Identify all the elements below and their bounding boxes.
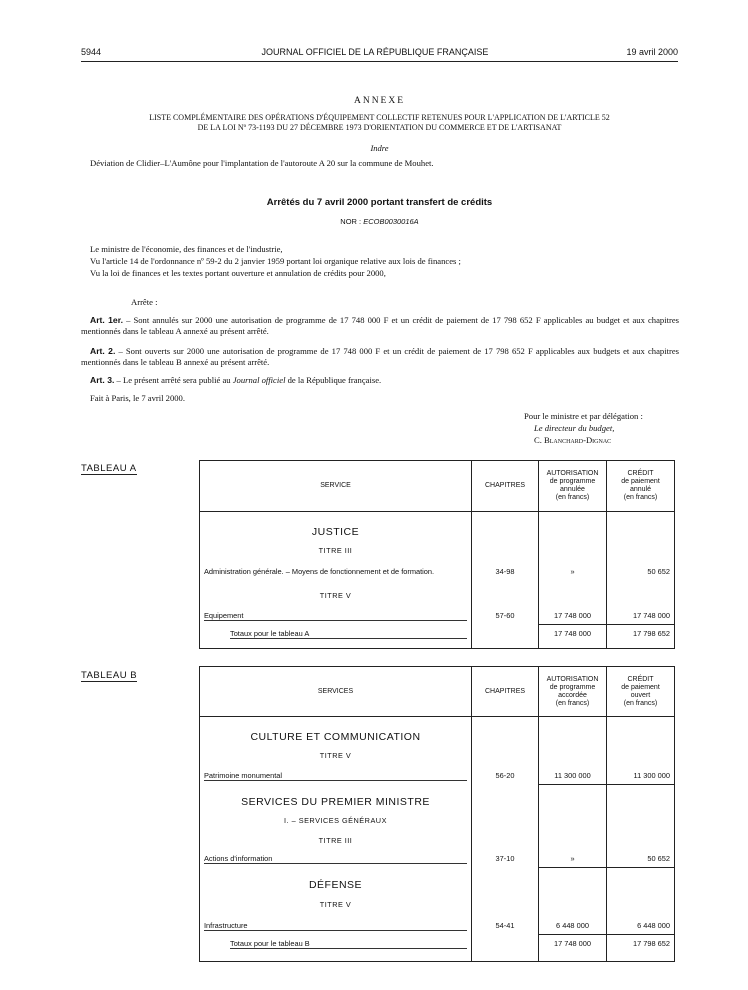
tableau-a-credit-line-1: CRÉDIT xyxy=(627,470,654,477)
tableau-b-rule-a1 xyxy=(539,784,606,785)
article-3-text-after: de la République française. xyxy=(285,375,382,385)
article-3-text-before: – Le présent arrêté sera publié au xyxy=(114,375,233,385)
tableau-a-header-credit xyxy=(607,461,675,512)
annexe-title: ANNEXE xyxy=(353,96,406,106)
tableau-b-row2-autorisation: » xyxy=(570,854,575,863)
arrete-label: Arrête : xyxy=(131,297,158,307)
tableau-b-autorisation-line-3: accordée xyxy=(558,691,587,699)
done-at: Fait à Paris, le 7 avril 2000. xyxy=(90,393,185,403)
tableau-a-titre-iii: TITRE III xyxy=(318,546,353,555)
tableau-b-row3-chapitre: 54-41 xyxy=(495,921,515,930)
tableau-a-autorisation-line-2: de programme xyxy=(549,478,596,485)
preamble-3: Vu la loi de finances et les textes portant ouverture et annulation de crédits pour 2000, xyxy=(90,268,386,278)
tableau-b-row2-chapitre: 37-10 xyxy=(495,854,515,863)
tableau-b-credit-line-4: (en francs) xyxy=(623,699,658,707)
tableau-a-row2-chapitre: 57-60 xyxy=(495,611,515,620)
tableau-b-header-autorisation xyxy=(539,667,607,717)
tableau-a-rule-credit xyxy=(607,624,674,625)
tableau-a-row2-autorisation: 17 748 000 xyxy=(554,611,591,620)
tableau-b-total-text: Totaux pour le tableau B xyxy=(230,939,310,948)
tableau-a-credit-line-4: (en francs) xyxy=(623,494,658,501)
preamble-2: Vu l'article 14 de l'ordonnance nº 59-2 du 2 janvier 1959 portant loi organique relative aux lois de finances ; xyxy=(90,256,461,266)
tableau-b-header-chapitres: CHAPITRES xyxy=(472,667,539,717)
article-2-label: Art. 2. xyxy=(90,346,116,356)
preamble-1: Le ministre de l'économie, des finances et de l'industrie, xyxy=(90,244,283,254)
tableau-b-credit-line-3: ouvert xyxy=(630,691,651,699)
tableau-a-autorisation-line-1: AUTORISATION xyxy=(546,470,599,477)
article-2-text: – Sont ouverts sur 2000 une autorisation de programme de 17 748 000 F et un crédit de paiement de 17 798 652 F applicables aux budgets et aux chapitres mentionnés dans le tableau B annexé au présent arrêté. xyxy=(81,346,679,367)
tableau-b-row1-chapitre: 56-20 xyxy=(495,771,515,780)
department-name: Indre xyxy=(370,143,389,153)
tableau-a-autorisation-line-3: annulée xyxy=(560,486,585,493)
tableau-b-rule-a3 xyxy=(539,934,606,935)
annexe-item: Déviation de Clidier–L'Aumône pour l'implantation de l'autoroute A 20 sur la commune de Mouhet. xyxy=(90,158,434,168)
tableau-b-rule-c1 xyxy=(607,784,674,785)
signature-line-2: Le directeur du budget, xyxy=(534,423,615,433)
issue-date: 19 avril 2000 xyxy=(626,47,678,57)
tableau-a-rule-autorisation xyxy=(539,624,606,625)
tableau-a-row1-autorisation: » xyxy=(570,567,575,576)
article-3-label: Art. 3. xyxy=(90,375,115,385)
tableau-b-autorisation-line-2: de programme xyxy=(549,683,596,691)
nor-reference xyxy=(81,217,678,226)
tableau-b-autorisation-line-4: (en francs) xyxy=(555,699,590,707)
tableau-b-defense-titre: TITRE V xyxy=(319,900,352,909)
tableau-b-section-culture: CULTURE ET COMMUNICATION xyxy=(250,731,421,743)
tableau-a-section-justice: JUSTICE xyxy=(311,526,360,538)
tableau-b-row2-label xyxy=(204,854,467,864)
tableau-b-culture-titre: TITRE V xyxy=(319,751,352,760)
tableau-b-rule-c2 xyxy=(607,867,674,868)
article-1-text: – Sont annulés sur 2000 une autorisation de programme de 17 748 000 F et un crédit de paiement de 17 798 652 F applicables au budget et aux chapitres mentionnés dans le tableau A annexé au présent arrêté. xyxy=(81,315,679,336)
tableau-b-total-credit: 17 798 652 xyxy=(633,939,670,948)
tableau-a-row1-chapitre: 34-98 xyxy=(495,567,515,576)
tableau-b-credit-line-1: CRÉDIT xyxy=(627,675,654,683)
tableau-a-row2-text: Equipement xyxy=(204,611,244,620)
tableau-b-tag: TABLEAU B xyxy=(81,670,138,681)
article-2 xyxy=(81,346,679,368)
tableau-b-rule-c3 xyxy=(607,934,674,935)
decree-title: Arrêtés du 7 avril 2000 portant transfert de crédits xyxy=(266,197,493,208)
tableau-b-total-label xyxy=(230,939,467,949)
tableau-b-row3-credit: 6 448 000 xyxy=(637,921,670,930)
signature-line-3: C. Blanchard-Dignac xyxy=(534,435,612,445)
nor-label: NOR : xyxy=(340,217,362,226)
tableau-b-row2-credit: 50 652 xyxy=(647,854,670,863)
tableau-a-autorisation-line-4: (en francs) xyxy=(555,494,590,501)
tableau-b-credit-line-2: de paiement xyxy=(621,683,660,691)
journal-title: JOURNAL OFFICIEL DE LA RÉPUBLIQUE FRANÇAISE xyxy=(261,47,489,57)
tableau-b-services-generaux: I. – SERVICES GÉNÉRAUX xyxy=(284,816,387,825)
annexe-subtitle-2: DE LA LOI Nº 73-1193 DU 27 DÉCEMBRE 1973 D'ORIENTATION DU COMMERCE ET DE L'ARTISANAT xyxy=(197,123,562,132)
tableau-a-row1-label: Administration générale. – Moyens de fonctionnement et de formation. xyxy=(204,567,435,576)
tableau-b xyxy=(199,666,675,962)
tableau-a-header-autorisation xyxy=(539,461,607,512)
tableau-a-header-service: SERVICE xyxy=(200,461,472,512)
annexe-subtitle-1: LISTE COMPLÉMENTAIRE DES OPÉRATIONS D'ÉQUIPEMENT COLLECTIF RETENUES POUR L'APPLICATION DE L'ARTICLE 52 xyxy=(149,113,610,122)
tableau-a-total-autorisation: 17 748 000 xyxy=(554,629,591,638)
tableau-a-total-text: Totaux pour le tableau A xyxy=(230,629,310,638)
tableau-b-total-autorisation: 17 748 000 xyxy=(554,939,591,948)
tableau-b-section-defense: DÉFENSE xyxy=(308,879,363,891)
tableau-b-header-service: SERVICES xyxy=(200,667,472,717)
tableau-a-row2-credit: 17 748 000 xyxy=(633,611,670,620)
article-3-journal: Journal officiel xyxy=(232,375,286,385)
tableau-a-row2-label xyxy=(204,611,467,621)
tableau-b-autorisation-line-1: AUTORISATION xyxy=(546,675,599,683)
tableau-b-header-credit xyxy=(607,667,675,717)
tableau-a-titre-v: TITRE V xyxy=(319,591,352,600)
tableau-b-row1-label xyxy=(204,771,467,781)
tableau-a-credit-line-3: annulé xyxy=(629,486,652,493)
tableau-a-total-credit: 17 798 652 xyxy=(633,629,670,638)
article-3 xyxy=(90,375,381,386)
header-rule xyxy=(81,61,678,62)
tableau-b-section-premier-ministre: SERVICES DU PREMIER MINISTRE xyxy=(241,796,430,808)
nor-code: ECOB0030016A xyxy=(363,217,419,226)
tableau-b-row2-text: Actions d'information xyxy=(204,854,273,863)
article-1 xyxy=(81,315,679,337)
tableau-a-total-label xyxy=(230,629,467,639)
tableau-b-premier-ministre-titre: TITRE III xyxy=(318,836,353,845)
page-number: 5944 xyxy=(81,47,102,57)
tableau-a-credit-line-2: de paiement xyxy=(621,478,660,485)
tableau-b-row3-label xyxy=(204,921,467,931)
tableau-b-row1-credit: 11 300 000 xyxy=(633,771,670,780)
tableau-a xyxy=(199,460,675,649)
tableau-a-tag: TABLEAU A xyxy=(81,463,137,474)
tableau-a-row1-credit: 50 652 xyxy=(647,567,670,576)
signature-line-1: Pour le ministre et par délégation : xyxy=(524,411,643,421)
tableau-b-row1-autorisation: 11 300 000 xyxy=(554,771,591,780)
tableau-b-rule-a2 xyxy=(539,867,606,868)
tableau-a-header-chapitres: CHAPITRES xyxy=(472,461,539,512)
tableau-b-row3-autorisation: 6 448 000 xyxy=(556,921,589,930)
tableau-b-row1-text: Patrimoine monumental xyxy=(204,771,283,780)
article-1-label: Art. 1er. xyxy=(90,315,123,325)
tableau-b-row3-text: Infrastructure xyxy=(204,921,248,930)
